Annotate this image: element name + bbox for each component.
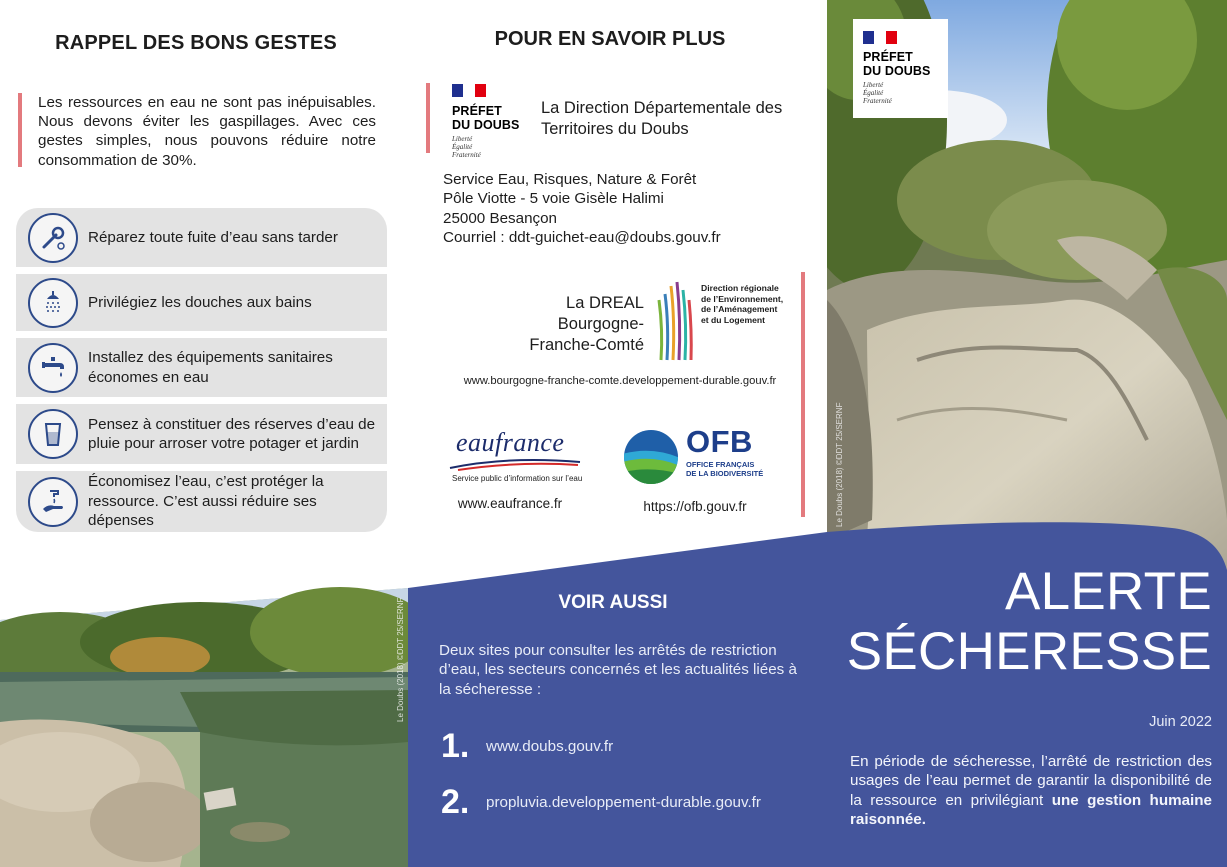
see-also-text: Deux sites pour consulter les arrêtés de restriction d’eau, les secteurs concernés et les actualités liées à la sécheresse : bbox=[439, 642, 797, 698]
motto-liberte: Liberté bbox=[452, 135, 473, 143]
motto-fraternite: Fraternité bbox=[863, 97, 892, 105]
prefet-line1: PRÉFET bbox=[452, 104, 502, 118]
gesture-text: Économisez l’eau, c’est protéger la ressource. C’est aussi réduire ses dépenses bbox=[88, 473, 324, 530]
french-flag-icon bbox=[452, 84, 486, 97]
french-flag-icon bbox=[863, 31, 897, 44]
cover-photo-caption: Le Doubs (2018) ©DDT 25/SERNF bbox=[835, 402, 844, 527]
dreal-url[interactable]: www.bourgogne-franche-comte.developpement-durable.gouv.fr bbox=[463, 375, 777, 387]
cover-title-line2: SÉCHERESSE bbox=[846, 622, 1212, 681]
glass-of-water-icon bbox=[28, 409, 78, 459]
ddt-service: Service Eau, Risques, Nature & Forêt bbox=[443, 171, 697, 188]
hand-washing-icon bbox=[28, 477, 78, 527]
shower-icon bbox=[28, 278, 78, 328]
learn-more-heading: POUR EN SAVOIR PLUS bbox=[494, 28, 726, 50]
eaufrance-wordmark: eaufrance bbox=[456, 428, 565, 457]
ddt-city: 25000 Besançon bbox=[443, 209, 558, 227]
dreal-logo bbox=[655, 280, 785, 362]
site-link[interactable]: propluvia.developpement-durable.gouv.fr bbox=[486, 794, 761, 811]
gesture-item bbox=[16, 471, 387, 532]
prefet-line2: DU DOUBS bbox=[452, 118, 520, 132]
gesture-text: Réparez toute fuite d’eau sans tarder bbox=[88, 228, 338, 246]
dreal-name: La DREAL Bourgogne-Franche-Comté bbox=[529, 294, 644, 354]
eaufrance-url[interactable]: www.eaufrance.fr bbox=[457, 496, 563, 511]
site-number: 2. bbox=[441, 783, 470, 821]
eaufrance-swoosh-icon bbox=[448, 458, 584, 472]
dreal-logo-line4: et du Logement bbox=[701, 314, 765, 325]
site-item bbox=[441, 783, 761, 822]
ddt-email[interactable]: Courriel : ddt-guichet-eau@doubs.gouv.fr bbox=[443, 228, 721, 246]
cover-prefet-du-doubs-logo bbox=[853, 19, 948, 118]
motto-egalite: Égalité bbox=[452, 143, 473, 151]
cover-description bbox=[850, 752, 1212, 829]
motto-egalite: Égalité bbox=[863, 89, 884, 97]
gesture-item bbox=[16, 274, 387, 331]
cover-title-line1: ALERTE bbox=[1004, 562, 1212, 621]
faucet-icon bbox=[28, 343, 78, 393]
ofb-subline1: OFFICE FRANÇAIS bbox=[686, 460, 755, 469]
cover-date: Juin 2022 bbox=[1149, 714, 1212, 730]
site-number: 1. bbox=[441, 727, 470, 765]
see-also-heading: VOIR AUSSI bbox=[558, 592, 668, 613]
river-photo-caption: Le Doubs (2018) ©DDT 25/SERNF bbox=[396, 597, 405, 722]
ofb-wordmark: OFB bbox=[686, 424, 753, 459]
ofb-url[interactable]: https://ofb.gouv.fr bbox=[643, 499, 747, 514]
motto-liberte: Liberté bbox=[863, 81, 884, 89]
prefet-du-doubs-logo bbox=[452, 84, 532, 159]
accent-bar bbox=[801, 272, 805, 517]
dreal-stripes-icon bbox=[655, 280, 699, 362]
dreal-logo-line3: de l’Aménagement bbox=[701, 304, 778, 314]
wrench-icon bbox=[28, 213, 78, 263]
intro-paragraph: Les ressources en eau ne sont pas inépuisables. Nous devons éviter les gaspillages. Avec ces gestes simples, nous pouvons réduire notre consommation de 30%. bbox=[18, 93, 376, 167]
gesture-text: Privilégiez les douches aux bains bbox=[88, 293, 312, 311]
ddt-address bbox=[443, 170, 783, 247]
ofb-globe-icon bbox=[622, 428, 680, 486]
dreal-logo-line2: de l’Environnement, bbox=[701, 293, 784, 304]
gesture-text: Installez des équipements sanitaires économes en eau bbox=[88, 349, 333, 386]
gesture-text: Pensez à constituer des réserves d’eau de pluie pour arroser votre potager et jardin bbox=[88, 415, 376, 452]
prefet-line2: DU DOUBS bbox=[863, 64, 931, 78]
gesture-item bbox=[16, 208, 387, 267]
site-item bbox=[441, 727, 613, 766]
river-photo bbox=[0, 582, 408, 867]
prefet-line1: PRÉFET bbox=[863, 50, 913, 64]
ddt-street: Pôle Viotte - 5 voie Gisèle Halimi bbox=[443, 190, 664, 208]
eaufrance-logo bbox=[448, 428, 584, 488]
eaufrance-tagline: Service public d’information sur l’eau bbox=[452, 474, 583, 483]
ofb-subline2: DE LA BIODIVERSITÉ bbox=[686, 469, 764, 478]
dreal-logo-line1: Direction régionale bbox=[701, 283, 779, 293]
ofb-logo bbox=[622, 424, 772, 488]
ddt-name: La Direction Départementale des Territoires du Doubs bbox=[541, 99, 783, 138]
site-link[interactable]: www.doubs.gouv.fr bbox=[486, 738, 614, 755]
accent-bar bbox=[426, 83, 430, 153]
cover-description-emphasis: une gestion humaine raisonnée. bbox=[850, 791, 1212, 828]
motto-fraternite: Fraternité bbox=[452, 151, 481, 159]
cover-description-text: En période de sécheresse, l’arrêté de restriction des usages de l’eau permet de garantir la disponibilité de la ressource en privilégiant bbox=[850, 753, 1212, 809]
gesture-item bbox=[16, 404, 387, 464]
good-habits-heading: RAPPEL DES BONS GESTES bbox=[55, 32, 337, 54]
gesture-item bbox=[16, 338, 387, 397]
cover-title bbox=[830, 562, 1212, 682]
